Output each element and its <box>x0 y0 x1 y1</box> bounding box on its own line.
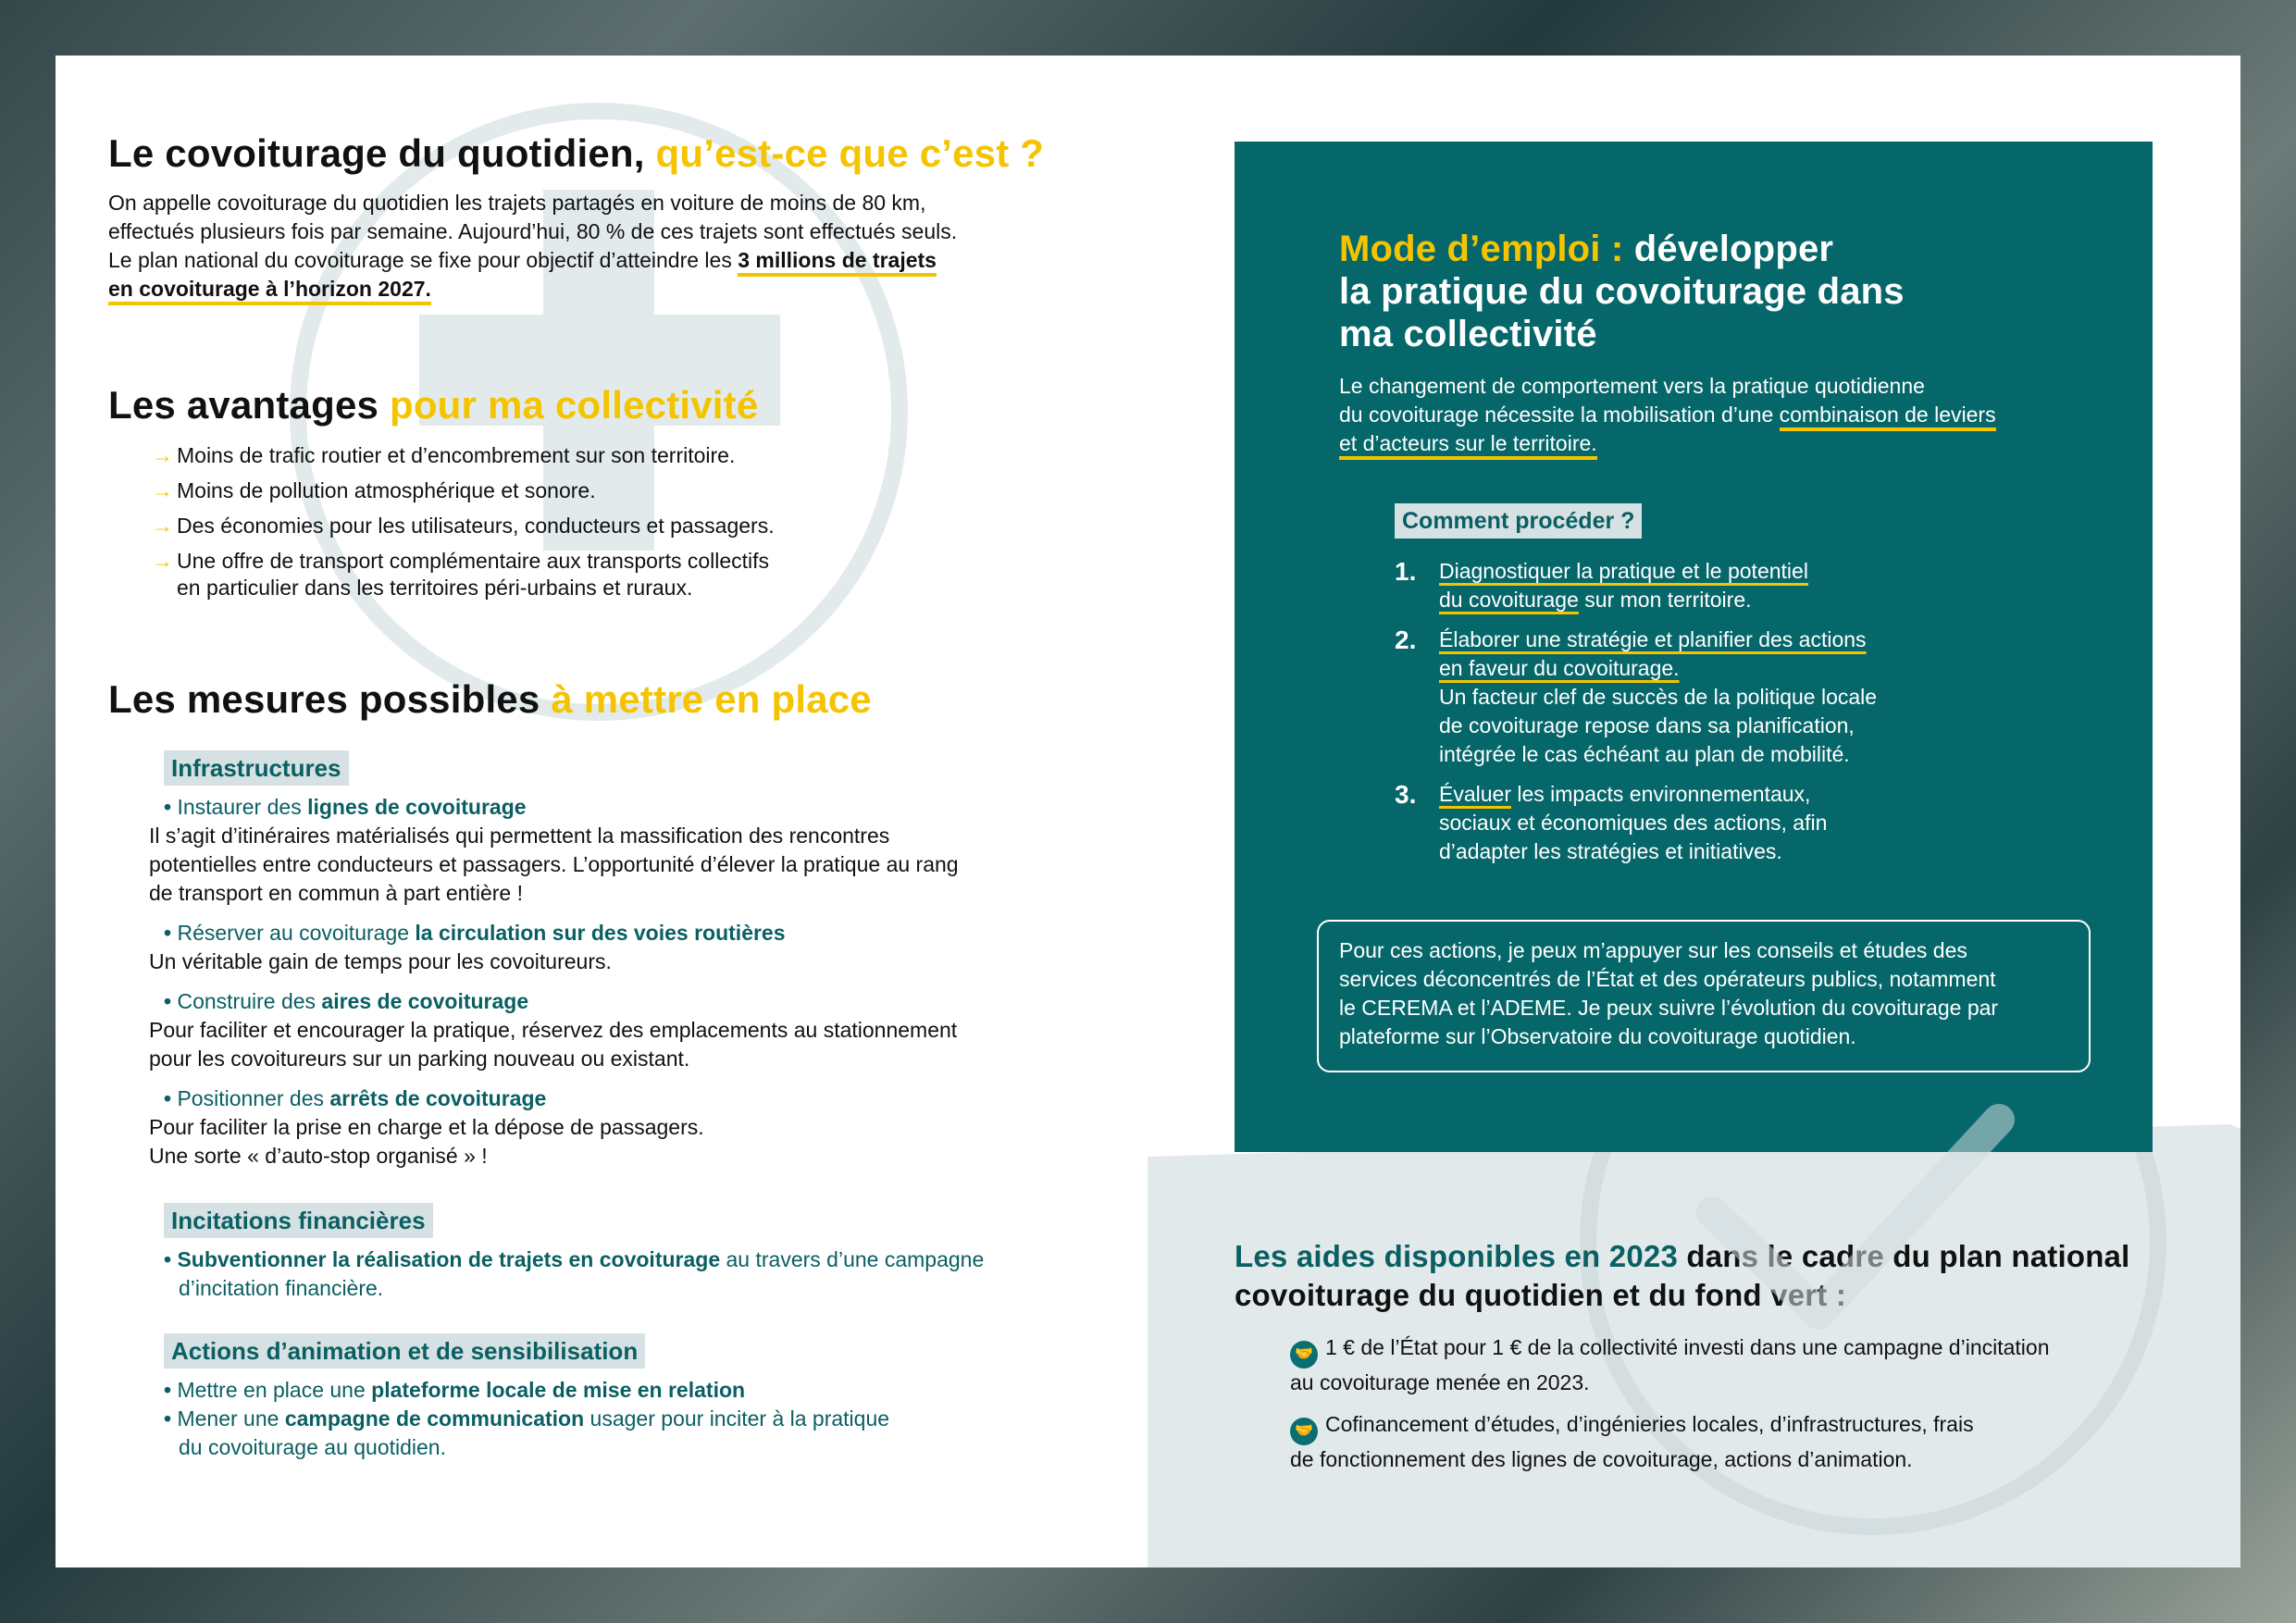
measure-heading-bold: Subventionner la réalisation de trajets en covoiturage <box>177 1247 721 1271</box>
aid-text: de fonctionnement des lignes de covoiturage, actions d’animation. <box>1290 1447 1913 1471</box>
advantages-title-dark: Les avantages <box>108 383 379 427</box>
measure-item <box>149 1084 1136 1171</box>
intro-line: Le plan national du covoiturage se fixe pour objectif d’atteindre les <box>108 248 738 272</box>
advantages-section <box>108 381 1126 610</box>
measure-text: Il s’agit d’itinéraires matérialisés qui permettent la massification des rencontres <box>149 824 890 848</box>
aid-text: 1 € de l’État pour 1 € de la collectivité investi dans une campagne d’incitation <box>1325 1335 2050 1359</box>
step-item <box>1395 780 2135 866</box>
measure-heading: usager pour inciter à la pratique <box>584 1406 890 1431</box>
step-number: 2. <box>1395 626 1417 654</box>
arrow-right-icon: → <box>152 443 173 467</box>
list-item <box>152 477 1126 504</box>
advantage-text: en particulier dans les territoires péri-urbains et ruraux. <box>177 576 693 600</box>
list-item <box>152 513 1126 539</box>
infrastructures-block <box>149 750 1136 1171</box>
advantage-text: Des économies pour les utilisateurs, conducteurs et passagers. <box>177 514 775 538</box>
measure-text: Pour faciliter et encourager la pratique, réservez des emplacements au stationnement <box>149 1018 958 1042</box>
bullet-dot-icon: • <box>164 795 172 819</box>
step-text: sociaux et économiques des actions, afin <box>1439 811 1828 835</box>
mode-text-line: Le changement de comportement vers la pratique quotidienne <box>1339 374 1925 398</box>
mode-title-line: développer <box>1633 229 1834 269</box>
intro-paragraph <box>108 189 1126 304</box>
intro-title-dark: Le covoiturage du quotidien, <box>108 131 645 175</box>
mode-emploi-header <box>1339 228 2135 458</box>
aids-title-teal: Les aides disponibles en 2023 <box>1235 1239 1678 1273</box>
mode-highlight: combinaison de leviers <box>1780 403 1996 431</box>
brochure-page <box>56 56 2240 1567</box>
bullet-dot-icon: • <box>164 989 172 1013</box>
measures-title-dark: Les mesures possibles <box>108 677 540 721</box>
handshake-icon: 🤝 <box>1290 1418 1318 1445</box>
aid-item <box>1290 1410 2215 1474</box>
measure-heading: Réserver au covoiturage <box>177 921 416 945</box>
bullet-dot-icon: • <box>164 1378 172 1402</box>
measure-text: potentielles entre conducteurs et passagers. L’opportunité d’élever la pratique au rang <box>149 852 959 876</box>
bullet-dot-icon: • <box>164 1247 172 1271</box>
handshake-icon: 🤝 <box>1290 1341 1318 1369</box>
measure-heading-bold: lignes de covoiturage <box>307 795 527 819</box>
measure-heading: Mettre en place une <box>177 1378 372 1402</box>
measure-heading-bold: aires de covoiturage <box>321 989 529 1013</box>
step-text: sur mon territoire. <box>1578 588 1752 612</box>
measure-text: Pour faciliter la prise en charge et la dépose de passagers. <box>149 1115 704 1139</box>
aids-title-dark: dans le cadre du plan national <box>1678 1239 2130 1273</box>
measure-heading-bold: la circulation sur des voies routières <box>415 921 786 945</box>
advantages-list <box>152 442 1126 601</box>
how-section <box>1395 503 2135 877</box>
incitations-block <box>164 1203 1136 1303</box>
info-line: Pour ces actions, je peux m’appuyer sur les conseils et études des <box>1339 938 1967 962</box>
step-number: 1. <box>1395 557 1417 586</box>
aids-title-dark: covoiturage du quotidien et du fond vert : <box>1235 1278 1847 1312</box>
measure-heading: Mener une <box>177 1406 285 1431</box>
step-underlined: du covoiturage <box>1439 588 1579 612</box>
measure-heading-bold: plateforme locale de mise en relation <box>371 1378 746 1402</box>
step-text: Un facteur clef de succès de la politique locale <box>1439 685 1878 709</box>
advantages-title <box>108 381 1126 429</box>
aid-text: au covoiturage menée en 2023. <box>1290 1370 1590 1394</box>
intro-highlight: 3 millions de trajets <box>738 248 937 277</box>
measure-item <box>164 1245 1136 1303</box>
measure-heading: du covoiturage au quotidien. <box>179 1435 446 1459</box>
aids-list <box>1290 1333 2215 1474</box>
info-line: plateforme sur l’Observatoire du covoiturage quotidien. <box>1339 1024 1856 1048</box>
arrow-right-icon: → <box>152 478 173 502</box>
measure-heading: Positionner des <box>177 1086 330 1110</box>
aid-text: Cofinancement d’études, d’ingénieries locales, d’infrastructures, frais <box>1325 1412 1974 1436</box>
mode-title-line: la pratique du covoiturage dans <box>1339 271 1905 312</box>
intro-highlight: en covoiturage à l’horizon 2027. <box>108 277 431 305</box>
measure-text: pour les covoitureurs sur un parking nouveau ou existant. <box>149 1047 690 1071</box>
intro-line: effectués plusieurs fois par semaine. Aujourd’hui, 80 % de ces trajets sont effectués seuls. <box>108 219 958 243</box>
step-number: 3. <box>1395 780 1417 809</box>
info-line: le CEREMA et l’ADEME. Je peux suivre l’évolution du covoiturage par <box>1339 996 1999 1020</box>
list-item <box>152 548 1126 601</box>
measure-text: Un véritable gain de temps pour les covoitureurs. <box>149 949 612 973</box>
measure-heading-bold: campagne de communication <box>284 1406 585 1431</box>
step-text: les impacts environnementaux, <box>1510 782 1811 806</box>
measure-heading: Instaurer des <box>177 795 308 819</box>
mode-highlight: et d’acteurs sur le territoire. <box>1339 431 1597 460</box>
mode-emploi-paragraph <box>1339 372 2135 458</box>
measure-item <box>149 793 1136 908</box>
mode-title-accent: Mode d’emploi : <box>1339 229 1624 269</box>
list-item <box>152 442 1126 469</box>
intro-title-accent: qu’est-ce que c’est ? <box>655 131 1045 175</box>
measure-text: Une sorte « d’auto-stop organisé » ! <box>149 1144 488 1168</box>
aid-item <box>1290 1333 2215 1397</box>
how-tag: Comment procéder ? <box>1395 503 1642 539</box>
measure-heading: d’incitation financière. <box>179 1276 384 1300</box>
step-underlined: en faveur du covoiturage. <box>1439 656 1680 680</box>
aids-section <box>1235 1237 2215 1487</box>
bullet-dot-icon: • <box>164 1406 172 1431</box>
info-line: services déconcentrés de l’État et des opérateurs publics, notamment <box>1339 967 1996 991</box>
info-box <box>1317 920 2091 1072</box>
measure-item <box>149 919 1136 976</box>
step-underlined: Évaluer <box>1439 782 1511 806</box>
measure-heading: Construire des <box>177 989 322 1013</box>
measures-title <box>108 675 1126 724</box>
step-item <box>1395 626 2135 769</box>
infrastructures-tag: Infrastructures <box>164 750 349 786</box>
animation-tag: Actions d’animation et de sensibilisation <box>164 1333 645 1369</box>
measures-section <box>108 675 1126 724</box>
advantage-text: Une offre de transport complémentaire aux transports collectifs <box>177 549 770 573</box>
bullet-dot-icon: • <box>164 921 172 945</box>
mode-text-line: du covoiturage nécessite la mobilisation d’une <box>1339 403 1780 427</box>
step-underlined: Diagnostiquer la pratique et le potentiel <box>1439 559 1808 583</box>
step-text: d’adapter les stratégies et initiatives. <box>1439 839 1782 863</box>
arrow-right-icon: → <box>152 549 173 573</box>
steps-list <box>1395 557 2135 866</box>
measure-item <box>149 987 1136 1073</box>
aids-title <box>1235 1237 2215 1315</box>
intro-line: On appelle covoiturage du quotidien les trajets partagés en voiture de moins de 80 km, <box>108 191 926 215</box>
mode-title-line: ma collectivité <box>1339 314 1597 354</box>
step-item <box>1395 557 2135 614</box>
step-underlined: Élaborer une stratégie et planifier des actions <box>1439 627 1867 651</box>
incitations-tag: Incitations financières <box>164 1203 433 1238</box>
measure-heading: au travers d’une campagne <box>720 1247 985 1271</box>
intro-title <box>108 130 1126 178</box>
arrow-right-icon: → <box>152 514 173 538</box>
advantage-text: Moins de pollution atmosphérique et sonore. <box>177 478 596 502</box>
step-text: de covoiturage repose dans sa planification, <box>1439 713 1855 737</box>
measures-title-accent: à mettre en place <box>551 677 872 721</box>
measure-heading-bold: arrêts de covoiturage <box>329 1086 547 1110</box>
intro-section <box>108 130 1126 304</box>
bullet-dot-icon: • <box>164 1086 172 1110</box>
step-text: intégrée le cas échéant au plan de mobilité. <box>1439 742 1850 766</box>
advantages-title-accent: pour ma collectivité <box>389 383 759 427</box>
animation-block <box>164 1333 1136 1462</box>
measure-item <box>164 1376 1136 1462</box>
mode-emploi-title <box>1339 228 2135 355</box>
measure-text: de transport en commun à part entière ! <box>149 881 523 905</box>
advantage-text: Moins de trafic routier et d’encombrement sur son territoire. <box>177 443 736 467</box>
